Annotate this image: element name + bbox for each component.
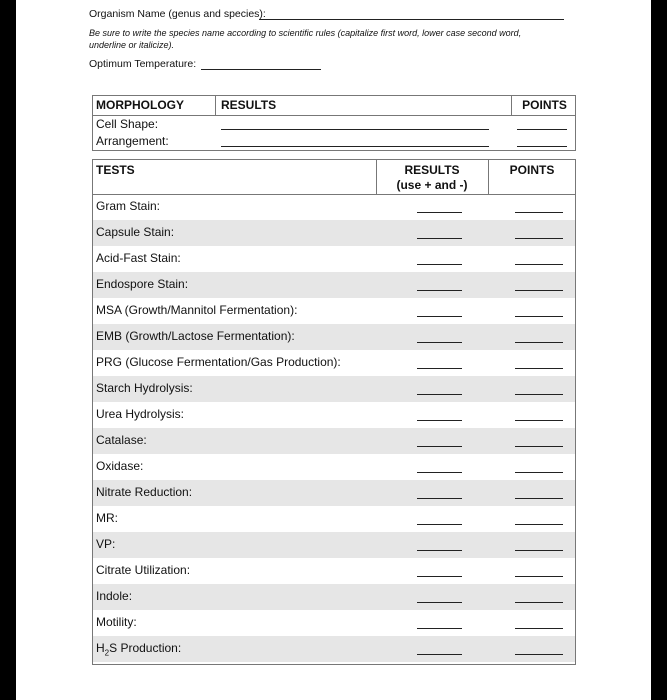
- test-points-blank[interactable]: [515, 342, 563, 343]
- test-label: Urea Hydrolysis:: [96, 407, 185, 421]
- organism-name-field: [89, 8, 266, 20]
- test-result-blank[interactable]: [417, 654, 462, 655]
- test-result-blank[interactable]: [417, 602, 462, 603]
- test-result-blank[interactable]: [417, 472, 462, 473]
- cell-shape-points-blank[interactable]: [517, 129, 567, 130]
- test-label: Oxidase:: [96, 459, 144, 473]
- arrangement-points-blank[interactable]: [517, 146, 567, 147]
- test-label: Nitrate Reduction:: [96, 485, 193, 499]
- tests-header-row: [93, 160, 575, 195]
- test-label: PRG (Glucose Fermentation/Gas Production):: [96, 355, 341, 369]
- test-row: [93, 480, 575, 506]
- test-points-blank[interactable]: [515, 602, 563, 603]
- arrangement-result-blank[interactable]: [221, 146, 489, 147]
- test-row: [93, 610, 575, 636]
- h2s-subscript: 2: [104, 648, 110, 658]
- test-row: [93, 350, 575, 376]
- test-label: Gram Stain:: [96, 199, 161, 213]
- test-result-blank[interactable]: [417, 628, 462, 629]
- test-points-blank[interactable]: [515, 290, 563, 291]
- test-points-blank[interactable]: [515, 264, 563, 265]
- test-row: [93, 298, 575, 324]
- test-points-blank[interactable]: [515, 238, 563, 239]
- points-column-header: POINTS: [522, 98, 567, 112]
- test-points-blank[interactable]: [515, 576, 563, 577]
- test-points-blank[interactable]: [515, 628, 563, 629]
- points-column-header: POINTS: [509, 163, 555, 177]
- morphology-column-header: MORPHOLOGY: [96, 98, 185, 112]
- test-points-blank[interactable]: [515, 498, 563, 499]
- tests-column-header: TESTS: [96, 163, 135, 177]
- test-row: [93, 376, 575, 402]
- test-label: [96, 641, 181, 657]
- organism-name-blank[interactable]: [259, 19, 564, 20]
- test-result-blank[interactable]: [417, 238, 462, 239]
- test-row: [93, 454, 575, 480]
- test-label: Citrate Utilization:: [96, 563, 191, 577]
- test-points-blank[interactable]: [515, 446, 563, 447]
- morphology-table: [92, 95, 576, 151]
- results-header-line1: RESULTS: [404, 163, 460, 177]
- test-result-blank[interactable]: [417, 316, 462, 317]
- test-row: [93, 246, 575, 272]
- test-result-blank[interactable]: [417, 576, 462, 577]
- test-label: Motility:: [96, 615, 137, 629]
- test-label: VP:: [96, 537, 116, 551]
- test-result-blank[interactable]: [417, 498, 462, 499]
- test-row: [93, 558, 575, 584]
- test-result-blank[interactable]: [417, 342, 462, 343]
- test-label: Indole:: [96, 589, 133, 603]
- optimum-temperature-label: Optimum Temperature:: [89, 58, 197, 70]
- results-column-header: [376, 163, 488, 193]
- test-result-blank[interactable]: [417, 420, 462, 421]
- test-label: MR:: [96, 511, 118, 525]
- cell-shape-result-blank[interactable]: [221, 129, 489, 130]
- test-row: [93, 194, 575, 220]
- test-row: [93, 324, 575, 350]
- test-result-blank[interactable]: [417, 368, 462, 369]
- test-points-blank[interactable]: [515, 316, 563, 317]
- morphology-header-row: [93, 96, 575, 116]
- test-label: Catalase:: [96, 433, 147, 447]
- test-row-h2s: [93, 636, 575, 662]
- column-divider: [511, 96, 512, 115]
- results-column-header: RESULTS: [221, 98, 277, 112]
- test-row: [93, 402, 575, 428]
- test-result-blank[interactable]: [417, 550, 462, 551]
- h2s-prefix: H: [96, 641, 105, 655]
- test-label: MSA (Growth/Mannitol Fermentation):: [96, 303, 298, 317]
- test-row: [93, 220, 575, 246]
- species-name-note: Be sure to write the species name according to scientific rules (capitalize first word, lower case second word, underline or italicize).: [89, 28, 522, 50]
- test-row: [93, 584, 575, 610]
- test-result-blank[interactable]: [417, 290, 462, 291]
- test-label: Endospore Stain:: [96, 277, 189, 291]
- test-points-blank[interactable]: [515, 420, 563, 421]
- test-row: [93, 272, 575, 298]
- arrangement-label: Arrangement:: [96, 134, 169, 148]
- tests-table: [92, 159, 576, 665]
- test-result-blank[interactable]: [417, 394, 462, 395]
- test-points-blank[interactable]: [515, 654, 563, 655]
- test-result-blank[interactable]: [417, 524, 462, 525]
- test-result-blank[interactable]: [417, 212, 462, 213]
- test-row: [93, 532, 575, 558]
- test-result-blank[interactable]: [417, 446, 462, 447]
- test-points-blank[interactable]: [515, 472, 563, 473]
- test-label: Capsule Stain:: [96, 225, 175, 239]
- test-points-blank[interactable]: [515, 368, 563, 369]
- cell-shape-label: Cell Shape:: [96, 117, 159, 131]
- optimum-temperature-blank[interactable]: [201, 69, 321, 70]
- test-label: Starch Hydrolysis:: [96, 381, 193, 395]
- test-row: [93, 506, 575, 532]
- test-result-blank[interactable]: [417, 264, 462, 265]
- optimum-temperature-field: [89, 58, 196, 70]
- test-row: [93, 428, 575, 454]
- results-header-line2: (use + and -): [396, 178, 468, 192]
- test-points-blank[interactable]: [515, 524, 563, 525]
- test-points-blank[interactable]: [515, 550, 563, 551]
- h2s-suffix: S Production:: [109, 641, 182, 655]
- test-points-blank[interactable]: [515, 394, 563, 395]
- test-label: Acid-Fast Stain:: [96, 251, 181, 265]
- column-divider: [215, 96, 216, 115]
- organism-name-label: Organism Name (genus and species):: [89, 8, 266, 20]
- test-label: EMB (Growth/Lactose Fermentation):: [96, 329, 295, 343]
- worksheet-page: [16, 0, 651, 700]
- test-points-blank[interactable]: [515, 212, 563, 213]
